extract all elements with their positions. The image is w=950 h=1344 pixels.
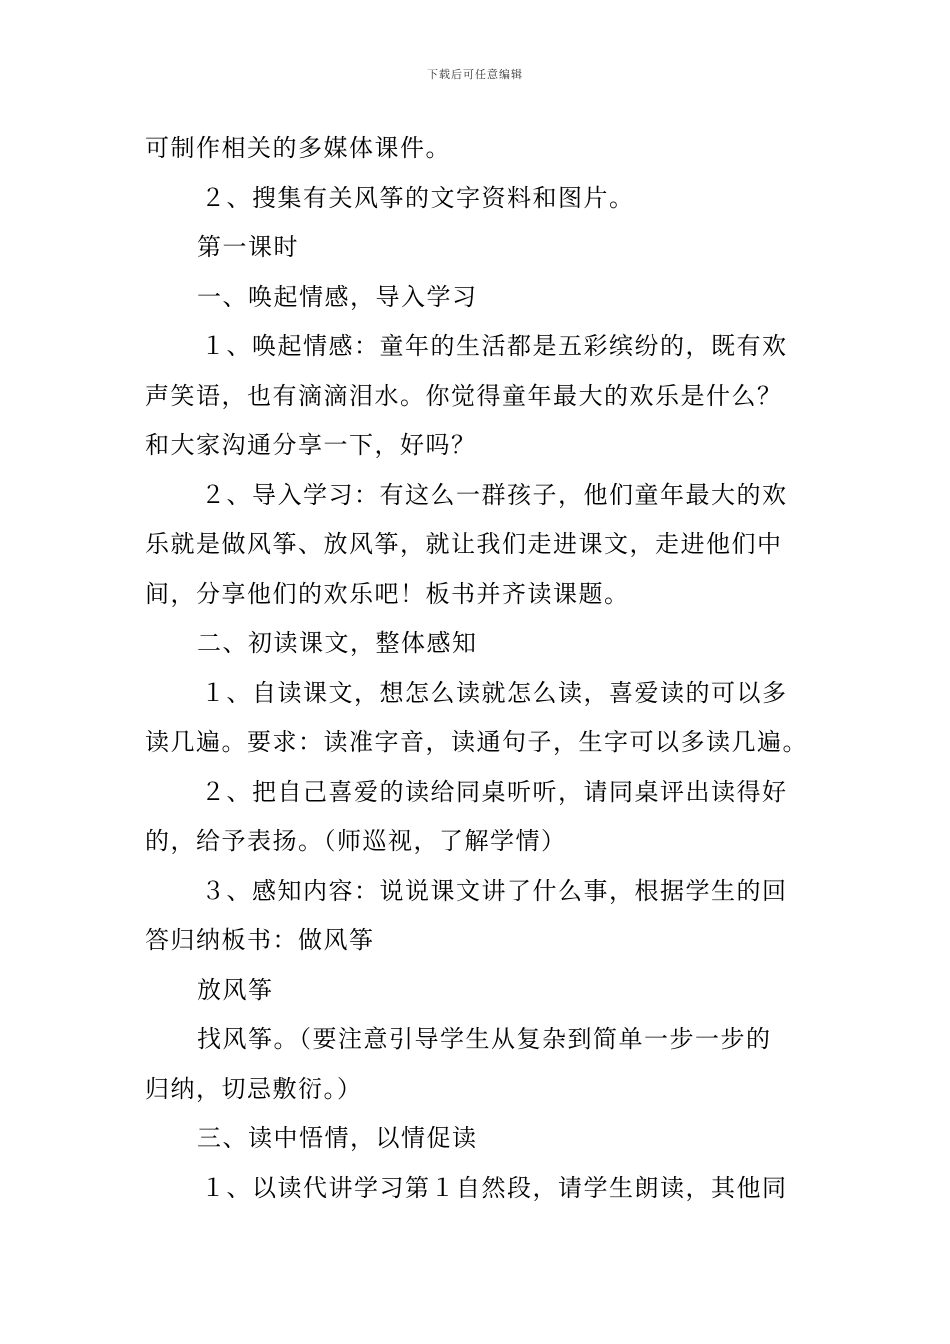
text-line: 归纳，切忌敷衍。）	[145, 1074, 363, 1103]
list-item: １、以读代讲学习第１自然段，请学生朗读，其他同	[201, 1173, 788, 1202]
section-heading: 三、读中悟情，以情促读	[197, 1124, 478, 1152]
list-item: ２、把自己喜爱的读给同桌听听，请同桌评出读得好	[201, 777, 788, 806]
section-heading: 一、唤起情感，导入学习	[197, 282, 478, 311]
text-line: 读几遍。要求：读准字音，读通句子，生字可以多读几遍。	[145, 728, 808, 756]
list-item: ２、导入学习：有这么一群孩子，他们童年最大的欢	[201, 480, 788, 509]
page-header: 下载后可任意编辑	[427, 68, 523, 81]
section-heading: 二、初读课文，整体感知	[197, 629, 478, 657]
text-line: 的，给予表扬。（师巡视，了解学情）	[145, 827, 567, 855]
section-heading: 第一课时	[197, 233, 299, 261]
text-line: 放风筝	[197, 975, 274, 1004]
document-body	[145, 124, 810, 1213]
list-item: １、唤起情感：童年的生活都是五彩缤纷的，既有欢	[201, 332, 788, 360]
text-line: 间，分享他们的欢乐吧！板书并齐读课题。	[145, 579, 630, 608]
text-line: 乐就是做风筝、放风筝，就让我们走进课文，走进他们中	[145, 530, 783, 558]
list-item: １、自读课文，想怎么读就怎么读，喜爱读的可以多	[201, 678, 788, 707]
list-item: ３、感知内容：说说课文讲了什么事，根据学生的回	[201, 876, 788, 905]
text-line: 答归纳板书：做风筝	[145, 926, 375, 954]
list-item: ２、搜集有关风筝的文字资料和图片。	[201, 183, 635, 212]
text-line: 和大家沟通分享一下，好吗？	[145, 431, 477, 459]
text-line: 可制作相关的多媒体课件。	[145, 134, 451, 162]
text-line: 声笑语，也有滴滴泪水。你觉得童年最大的欢乐是什么？	[145, 381, 783, 410]
text-line: 找风筝。（要注意引导学生从复杂到简单一步一步的	[197, 1025, 772, 1053]
